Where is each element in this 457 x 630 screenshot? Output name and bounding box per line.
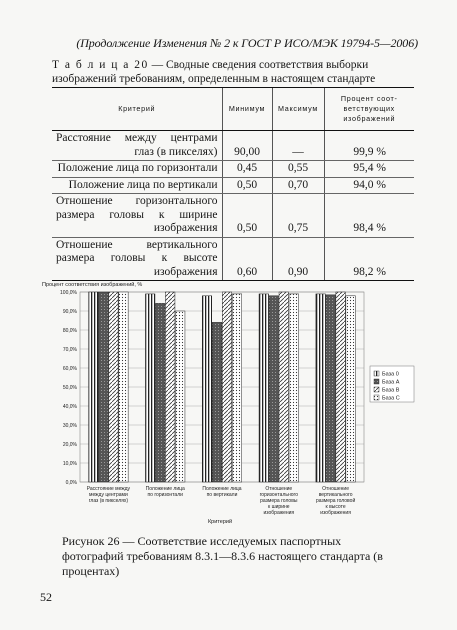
bar — [326, 295, 336, 482]
x-category-label: Положение лица по вертикали — [202, 486, 242, 498]
x-axis-label: Критерий — [207, 519, 233, 525]
cell-criterion: Отношение вертикального размера головы к высоте изображения — [52, 237, 222, 281]
cell-criterion: Отношение горизонтального размера головы к ширине изображения — [52, 194, 222, 238]
cell-max: 0,75 — [272, 194, 324, 238]
bar — [202, 296, 212, 482]
cell-min: 0,45 — [222, 161, 272, 178]
x-category-label: Расстояние между между центрами глаз (в пикселях) — [86, 486, 131, 504]
col-header-min: Минимум — [222, 88, 272, 131]
bar — [279, 292, 289, 482]
cell-percent: 98,4 % — [324, 194, 414, 238]
cell-criterion: Расстояние между центрами глаз (в пикселях) — [52, 131, 222, 161]
legend-label: База C — [382, 395, 400, 402]
legend-swatch — [374, 395, 379, 400]
bar — [316, 294, 326, 482]
y-tick-label: 50,0% — [62, 385, 77, 391]
bar — [175, 311, 185, 482]
compliance-bar-chart — [40, 278, 416, 528]
cell-min: 0,50 — [222, 177, 272, 194]
x-category-label: Положение лица по горизонтали — [145, 486, 185, 498]
bar — [155, 303, 165, 482]
cell-max: 0,90 — [272, 237, 324, 281]
bar — [346, 296, 356, 482]
bar — [212, 322, 222, 482]
cell-percent: 94,0 % — [324, 177, 414, 194]
table-caption-text: — Сводные сведения соответствия выборки изображений требованиям, определенным в настоящем стандарте — [52, 59, 376, 85]
bar — [336, 292, 346, 482]
col-header-criterion: Критерий — [52, 88, 222, 131]
legend-label: База B — [382, 387, 400, 394]
col-header-percent: Процент соот-ветствующих изображений — [324, 88, 414, 131]
page-number: 52 — [40, 590, 52, 604]
bar — [289, 294, 299, 482]
y-tick-label: 40,0% — [62, 404, 77, 410]
table-caption-label: Т а б л и ц а 20 — [52, 59, 149, 71]
bar — [89, 292, 99, 482]
bar — [165, 292, 175, 482]
col-header-max: Максимум — [272, 88, 324, 131]
table-row — [52, 177, 414, 194]
cell-criterion: Положение лица по вертикали — [52, 177, 222, 194]
bar — [109, 292, 119, 482]
cell-min: 90,00 — [222, 131, 272, 161]
x-category-label: Отношение горизонтального размера головы к ширине изображения — [259, 486, 299, 516]
cell-percent: 95,4 % — [324, 161, 414, 178]
table-row — [52, 131, 414, 161]
summary-table — [52, 87, 414, 281]
bar — [145, 294, 155, 482]
cell-max: 0,70 — [272, 177, 324, 194]
legend-swatch — [374, 371, 379, 376]
cell-min: 0,50 — [222, 194, 272, 238]
y-tick-label: 60,0% — [62, 366, 77, 372]
cell-criterion: Положение лица по горизонтали — [52, 161, 222, 178]
legend-swatch — [374, 379, 379, 384]
table-row — [52, 194, 414, 238]
legend-label: База A — [382, 379, 400, 386]
bar — [269, 296, 279, 482]
y-axis-label: Процент соответствия изображений, % — [42, 282, 143, 288]
bar — [259, 294, 269, 482]
running-header: (Продолжение Изменения № 2 к ГОСТ Р ИСО/МЭК 19794-5—2006) — [76, 36, 418, 50]
x-category-label: Отношение вертикального размера головой к высоте изображения — [315, 486, 356, 516]
bar — [119, 292, 128, 482]
y-tick-label: 30,0% — [62, 423, 77, 429]
cell-max: 0,55 — [272, 161, 324, 178]
y-tick-label: 0,0% — [65, 480, 77, 486]
bar — [232, 294, 242, 482]
cell-percent: 99,9 % — [324, 131, 414, 161]
cell-max: — — [272, 131, 324, 161]
table-header-row — [52, 88, 414, 131]
y-tick-label: 80,0% — [62, 328, 77, 334]
table-caption — [52, 59, 412, 86]
bar — [222, 292, 232, 482]
cell-percent: 98,2 % — [324, 237, 414, 281]
bar — [99, 292, 109, 482]
y-tick-label: 20,0% — [62, 442, 77, 448]
y-tick-label: 10,0% — [62, 461, 77, 467]
y-tick-label: 70,0% — [62, 347, 77, 353]
legend-swatch — [374, 387, 379, 392]
y-tick-label: 100,0% — [60, 290, 77, 296]
cell-min: 0,60 — [222, 237, 272, 281]
table-row — [52, 161, 414, 178]
y-tick-label: 90,0% — [62, 309, 77, 315]
figure-caption: Рисунок 26 — Соответствие исследуемых паспортных фотографий требованиям 8.3.1—8.3.6 настоящего стандарта (в процентах) — [62, 534, 383, 578]
legend-label: База 0 — [382, 371, 399, 378]
table-row — [52, 237, 414, 281]
